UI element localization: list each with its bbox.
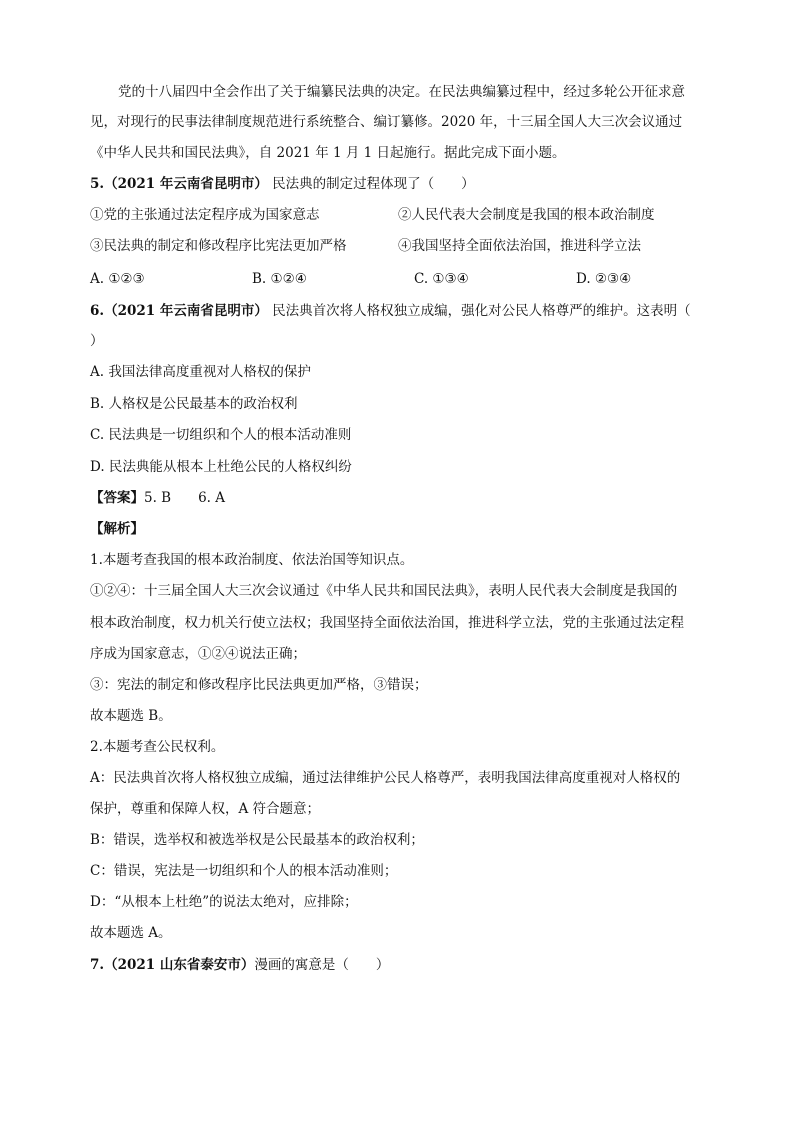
q5-statement-3: ③民法典的制定和修改程序比宪法更加严格 [90,238,347,254]
q6-option-c: C. 民法典是一切组织和个人的根本活动准则 [90,427,352,443]
question-7-source: 7.（2021 山东省泰安市） [90,957,255,973]
analysis-line-1: 1.本题考查我国的根本政治制度、依法治国等知识点。 [90,552,414,568]
q5-statement-1: ①党的主张通过法定程序成为国家意志 [90,207,320,223]
analysis-line-7: 2.本题考查公民权利。 [90,739,225,755]
question-6-stem: 民法典首次将人格权独立成编，强化对公民人格尊严的维护。这表明（ [272,303,691,319]
q5-option-d: D. ②③④ [576,271,632,287]
question-5-source: 5.（2021 年云南省昆明市） [90,176,268,192]
q5-option-b: B. ①②④ [252,271,307,287]
analysis-line-5: ③：宪法的制定和修改程序比民法典更加严格，③错误； [90,677,428,693]
question-7 [90,956,710,974]
analysis-line-2: ①②④：十三届全国人大三次会议通过《中华人民共和国民法典》，表明人民代表大会制度是我国的 [90,583,678,599]
analysis-line-4: 序成为国家意志，①②④说法正确； [90,646,306,662]
analysis-line-3: 根本政治制度，权力机关行使立法权；我国坚持全面依法治国，推进科学立法，党的主张通过法定程 [90,615,684,631]
analysis-line-8: A：民法典首次将人格权独立成编，通过法律维护公民人格尊严，表明我国法律高度重视对人格权的 [90,770,681,786]
analysis-line-10: B：错误，选举权和被选举权是公民最基本的政治权利； [90,832,424,848]
analysis-line-12: D：“从根本上杜绝”的说法太绝对，应排除； [90,894,358,910]
q6-option-b: B. 人格权是公民最基本的政治权利 [90,396,298,412]
question-6 [90,302,710,320]
q5-option-a: A. ①②③ [90,271,145,287]
analysis-line-9: 保护，尊重和保障人权，A 符合题意； [90,801,321,817]
answer-line [90,489,710,507]
q5-statement-2: ②人民代表大会制度是我国的根本政治制度 [398,207,655,223]
q6-option-d: D. 民法典能从根本上杜绝公民的人格权纠纷 [90,459,352,475]
intro-line-3: 《中华人民共和国民法典》，自 2021 年 1 月 1 日起施行。据此完成下面小题。 [90,145,566,161]
analysis-line-11: C：错误，宪法是一切组织和个人的根本活动准则； [90,863,398,879]
question-7-stem: 漫画的寓意是（ ） [254,957,390,973]
analysis-tag: 【解析】 [90,521,144,537]
q5-option-c: C. ①③④ [414,271,469,287]
q5-statement-4: ④我国坚持全面依法治国，推进科学立法 [398,238,641,254]
question-5 [90,175,710,193]
analysis-line-13: 故本题选 A。 [90,925,172,941]
answer-text: 5. B 6. A [144,490,226,506]
question-6-stem-continued: ） [90,333,104,349]
intro-line-1: 党的十八届四中全会作出了关于编纂民法典的决定。在民法典编纂过程中，经过多轮公开征求意 [118,84,685,100]
analysis-line-6: 故本题选 B。 [90,708,172,724]
q6-option-a: A. 我国法律高度重视对人格权的保护 [90,364,311,380]
answer-tag: 【答案】 [90,490,144,506]
question-5-stem: 民法典的制定过程体现了（ ） [272,176,475,192]
question-6-source: 6.（2021 年云南省昆明市） [90,303,268,319]
intro-line-2: 见，对现行的民事法律制度规范进行系统整合、编订纂修。2020 年，十三届全国人大三次会议通过 [90,114,683,130]
